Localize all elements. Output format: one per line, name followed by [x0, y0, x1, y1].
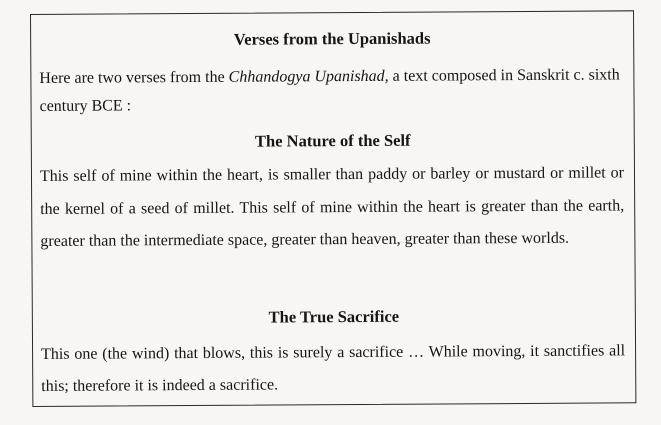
- source-box: [30, 10, 636, 407]
- verse-true-sacrifice: This one (the wind) that blows, this is surely a sacrifice … While moving, it sanctifies all this; therefore it is indeed a sacrifice.: [41, 342, 626, 395]
- box-title: Verses from the Upanishads: [233, 28, 431, 49]
- verse-nature-of-self: This self of mine within the heart, is smaller than paddy or barley or mustard or millet or the kernel of a seed of millet. This self of mine within the heart is greater than the earth, greater than the intermediate space, greater than heaven, greater than these worlds.: [39, 164, 625, 250]
- intro-paragraph: [39, 61, 621, 121]
- section-heading-nature-of-self: The Nature of the Self: [254, 130, 411, 151]
- intro-prefix: Here are two verses from the: [39, 68, 229, 87]
- intro-italic-title: Chhandogya Upanishad,: [228, 67, 389, 86]
- intro-suffix: a text composed in Sanskrit c. sixth century BCE :: [39, 66, 620, 115]
- section-heading-true-sacrifice: The True Sacrifice: [268, 306, 400, 327]
